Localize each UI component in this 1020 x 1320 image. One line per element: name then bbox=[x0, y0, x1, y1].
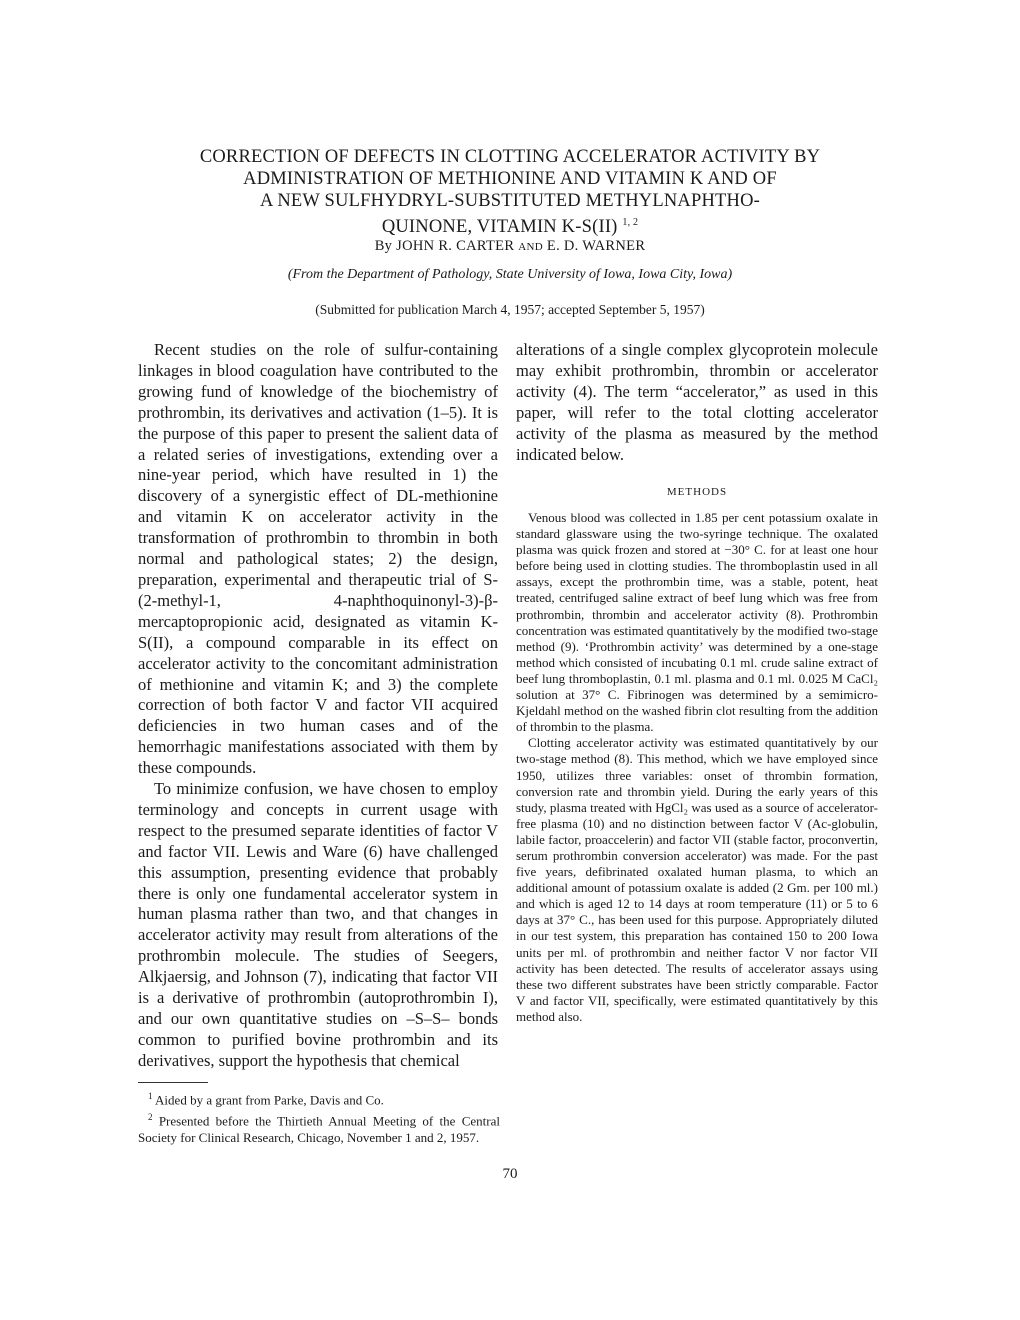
methods-heading: METHODS bbox=[666, 486, 728, 498]
author-name-2: E. D. WARNER bbox=[546, 238, 646, 254]
footnotes bbox=[138, 1088, 500, 1146]
affiliation: (From the Department of Pathology, State University of Iowa, Iowa City, Iowa) bbox=[287, 267, 733, 282]
author-line bbox=[150, 238, 870, 255]
continuation-paragraph: alterations of a single complex glycoprotein molecule may exhibit prothrombin, thrombin or accelerator activity (4). The term “accelerator,” as used in this paper, will refer to the total clotting accelerator activity of the plasma as measured by the method indicated below. bbox=[516, 340, 878, 464]
title-line-4 bbox=[150, 212, 870, 238]
left-column bbox=[138, 340, 498, 1072]
methods-paragraph-2: Clotting accelerator activity was estimated quantitatively by our two-stage method (8). This method, which we have employed since 1950, utilizes three variables: onset of thrombin formation, conversion rate and thrombin yield. During the early years of this study, plasma treated with HgCl₂ was used as a source of accelerator-free plasma (10) and no distinction between factor V (Ac-globulin, labile factor, proaccelerin) and factor VII (stable factor, proconvertin, serum prothrombin conversion accelerator) was made. For the past five years, defibrinated oxalated human plasma, to which an additional amount of potassium oxalate is added (2 Gm. per 100 ml.) and which is aged 12 to 14 days at room temperature (11) or 5 to 6 days at 37° C., has been used for this purpose. Appropriately diluted in our test system, this preparation has contained 150 to 200 Iowa units per ml. of prothrombin and neither factor V nor factor VII activity has been detected. The results of accelerator assays using these two different substrates have been strictly comparable. Factor V and factor VII, specifically, were estimated quantitatively by this method also. bbox=[516, 735, 878, 1024]
body-paragraph-1: Recent studies on the role of sulfur-containing linkages in blood coagulation have contributed to the growing fund of knowledge of the biochemistry of prothrombin, its derivatives and activation (1–5). It is the purpose of this paper to present the salient data of a related series of investigations, extending over a nine-year period, which have resulted in 1) the discovery of a synergistic effect of DL-methionine and vitamin K on accelerator activity in the transformation of prothrombin to thrombin in both normal and pathological states; 2) the design, preparation, experimental and therapeutic trial of S-(2-methyl-1, 4-naphthoquinonyl-3)-β-mercaptopropionic acid, designated as vitamin K-S(II), a compound comparable in its effect on accelerator activity to the concomitant administration of methionine and vitamin K; and 3) the complete correction of both factor V and factor VII acquired deficiencies in two human cases and of the hemorrhagic manifestations associated with them by these compounds. bbox=[138, 340, 498, 778]
footnote-1-text: Aided by a grant from Parke, Davis and Co. bbox=[155, 1092, 384, 1108]
body-paragraph-2: To minimize confusion, we have chosen to employ terminology and concepts in current usage with respect to the presumed separate identities of factor V and factor VII. Lewis and Ware (6) have challenged this assumption, presenting evidence that probably there is only one fundamental accelerator system in human plasma rather than two, and that changes in accelerator activity may result from alterations of the prothrombin molecule. The studies of Seegers, Alkjaersig, and Johnson (7), indicating that factor VII is a derivative of prothrombin (autoprothrombin I), and our own quantitative studies on –S–S– bonds common to purified bovine prothrombin and its derivatives, support the hypothesis that chemical bbox=[138, 779, 498, 1070]
author-by: By bbox=[374, 238, 393, 254]
title-line-4-text: QUINONE, VITAMIN K-S(II) bbox=[381, 217, 618, 238]
title-line-3: A NEW SULFHYDRYL-SUBSTITUTED METHYLNAPHTHO- bbox=[259, 191, 761, 211]
title-line-1: CORRECTION OF DEFECTS IN CLOTTING ACCELERATOR ACTIVITY BY bbox=[199, 147, 821, 167]
footnote-2-text: Presented before the Thirtieth Annual Meeting of the Central Society for Clinical Research, Chicago, November 1 and 2, 1957. bbox=[138, 1113, 500, 1145]
methods-paragraph-1: Venous blood was collected in 1.85 per cent potassium oxalate in standard glassware using the two-syringe technique. The oxalated plasma was quick frozen and stored at −30° C. for at least one hour before being used in clotting studies. The thromboplastin used in all assays, except the prothrombin time, was a stable, potent, heat treated, centrifuged saline extract of beef lung which was free from prothrombin, thrombin and accelerator activity (8). Prothrombin concentration was estimated quantitatively by the modified two-stage method (9). ‘Prothrombin activity’ was determined by a one-stage method which consisted of incubating 0.1 ml. crude saline extract of beef lung thromboplastin, 0.1 ml. plasma and 0.1 ml. 0.025 M CaCl₂ solution at 37° C. Fibrinogen was determined by a semimicro-Kjeldahl method on the washed fibrin clot resulting from the addition of thrombin to the plasma. bbox=[516, 510, 878, 735]
title-line-2: ADMINISTRATION OF METHIONINE AND VITAMIN K AND OF bbox=[243, 169, 777, 189]
footnote-2 bbox=[138, 1109, 500, 1146]
right-column bbox=[516, 340, 878, 465]
footnote-1-mark: 1 bbox=[148, 1091, 153, 1101]
title-footnote-marks: 1, 2 bbox=[622, 217, 639, 228]
article-title bbox=[150, 146, 870, 238]
footnote-divider bbox=[138, 1082, 208, 1083]
footnote-1 bbox=[138, 1088, 500, 1109]
methods-section bbox=[516, 510, 878, 1025]
submission-dates: (Submitted for publication March 4, 1957; accepted September 5, 1957) bbox=[315, 302, 705, 317]
footnote-2-mark: 2 bbox=[148, 1111, 153, 1122]
author-and: AND bbox=[518, 241, 543, 253]
author-name-1: JOHN R. CARTER bbox=[396, 238, 515, 254]
page-number: 70 bbox=[502, 1166, 518, 1182]
